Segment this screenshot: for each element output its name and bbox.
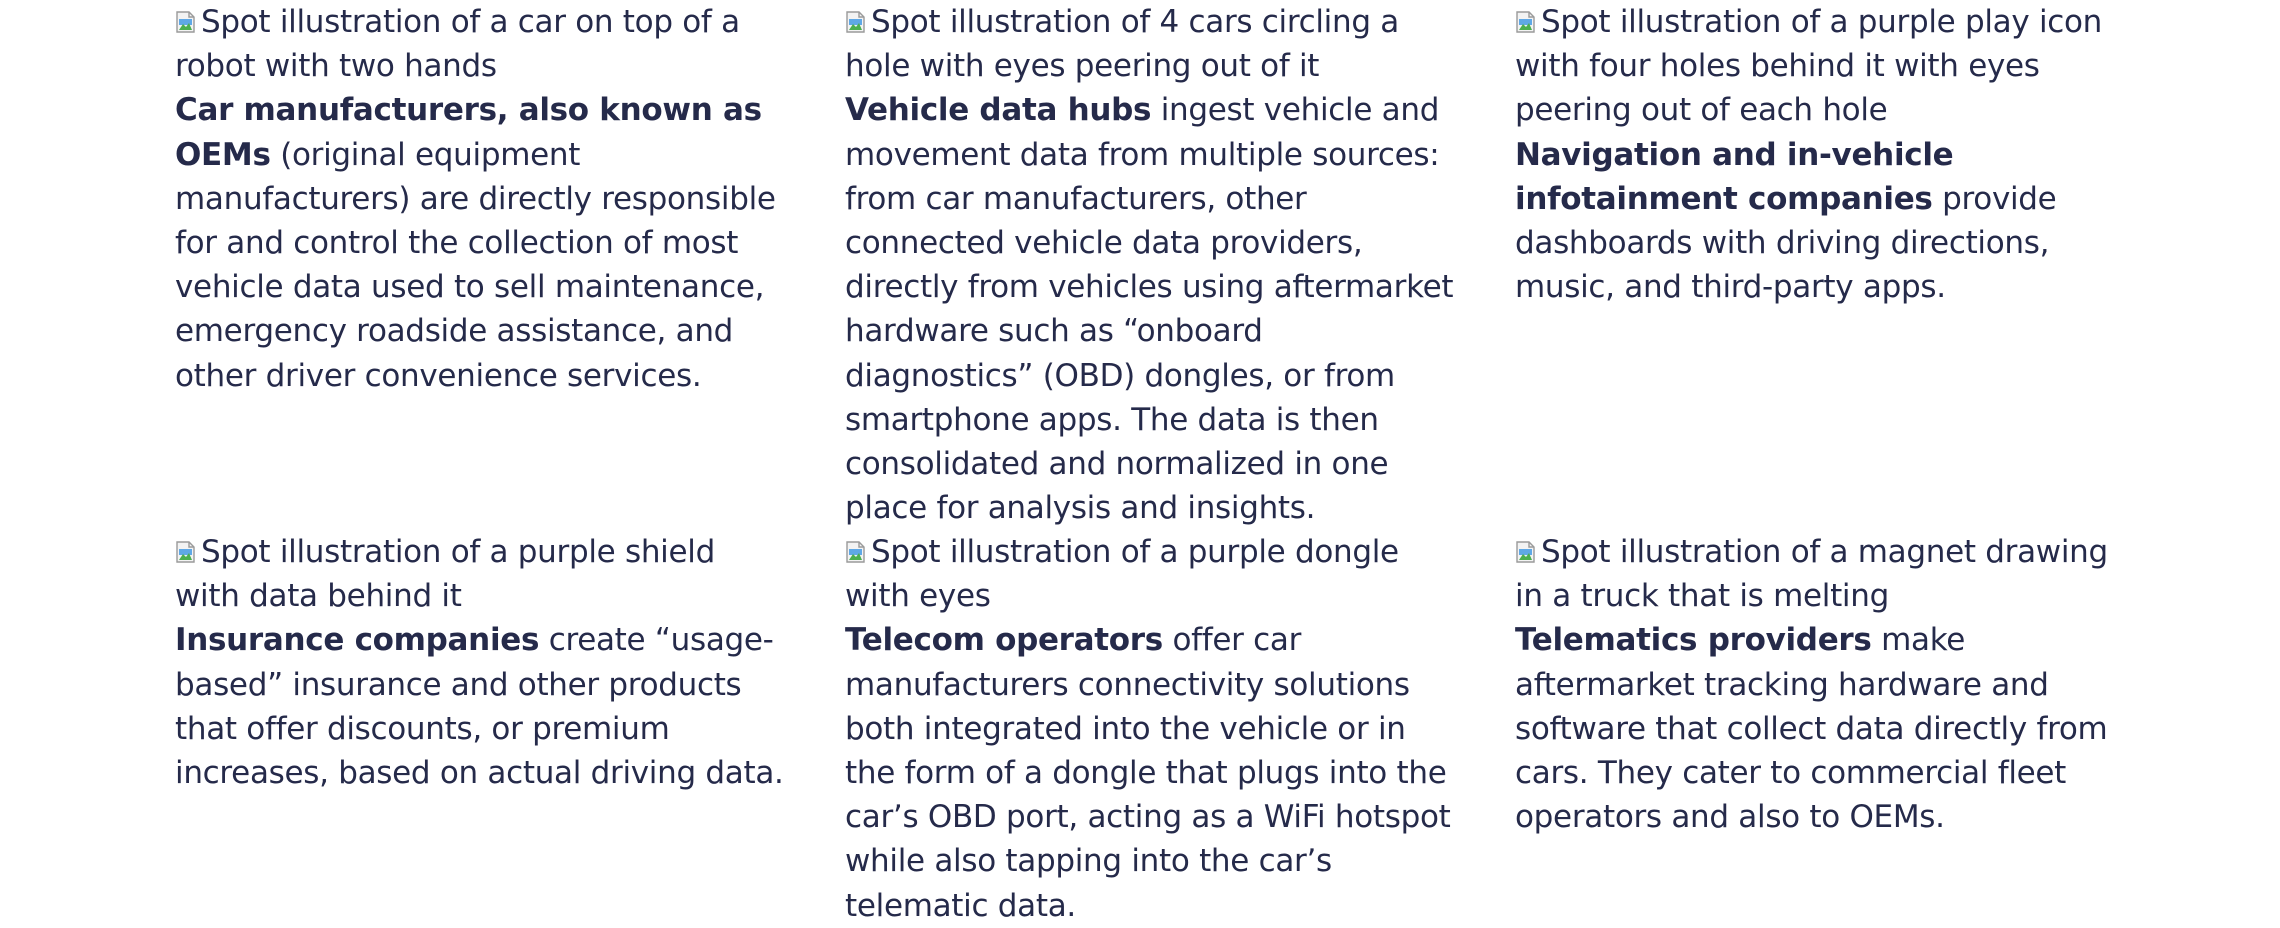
- card-navigation-infotainment: [1515, 0, 2125, 530]
- spot-illustration: [1515, 530, 2125, 618]
- card-description: [1515, 618, 2125, 839]
- image-alt-text: Spot illustration of 4 cars circling a hole with eyes peering out of it: [845, 4, 1399, 85]
- card-description: [1515, 133, 2125, 310]
- spot-illustration: [845, 530, 1455, 618]
- card-body: make aftermarket tracking hardware and software that collect data directly from cars. They cater to commercial fleet operators and also to OEMs.: [1515, 622, 2108, 836]
- card-body: (original equipment manufacturers) are directly responsible for and control the collection of most vehicle data used to sell maintenance, emergency roadside assistance, and other driver convenience services.: [175, 136, 776, 394]
- image-alt-text: Spot illustration of a purple play icon with four holes behind it with eyes peering out of each hole: [1515, 4, 2103, 129]
- image-alt-text: Spot illustration of a car on top of a robot with two hands: [175, 4, 740, 85]
- card-description: [845, 88, 1455, 530]
- card-description: [175, 88, 785, 397]
- card-body: create “usage-based” insurance and other products that offer discounts, or premium increases, based on actual driving data.: [175, 622, 784, 792]
- card-telematics-providers: [1515, 530, 2125, 924]
- card-vehicle-data-hubs: [845, 0, 1455, 530]
- card-telecom-operators: [845, 530, 1455, 924]
- card-description: [845, 618, 1455, 927]
- broken-image-icon: [845, 9, 867, 35]
- card-body: ingest vehicle and movement data from multiple sources: from car manufacturers, other connected vehicle data providers, directly from vehicles using aftermarket hardware such as “onboard diagnostics” (OBD) dongles, or from smartphone apps. The data is then consolidated and normalized in one place for analysis and insights.: [845, 92, 1454, 527]
- card-title: Telematics providers: [1515, 622, 1872, 659]
- card-body: provide dashboards with driving directions, music, and third-party apps.: [1515, 180, 2057, 306]
- image-alt-text: Spot illustration of a magnet drawing in a truck that is melting: [1515, 534, 2108, 615]
- card-title: Navigation and in-vehicle infotainment companies: [1515, 136, 1954, 217]
- image-alt-text: Spot illustration of a purple shield with data behind it: [175, 534, 715, 615]
- broken-image-icon: [175, 539, 197, 565]
- card-title: Car manufacturers, also known as OEMs: [175, 92, 762, 173]
- card-title: Vehicle data hubs: [845, 92, 1152, 129]
- card-body: offer car manufacturers connectivity solutions both integrated into the vehicle or in the form of a dongle that plugs into the car’s OBD port, acting as a WiFi hotspot while also tapping into the car’s telematic data.: [845, 622, 1451, 924]
- broken-image-icon: [1515, 9, 1537, 35]
- broken-image-icon: [845, 539, 867, 565]
- card-insurance-companies: [175, 530, 785, 924]
- spot-illustration: [1515, 0, 2125, 133]
- spot-illustration: [845, 0, 1455, 88]
- broken-image-icon: [1515, 539, 1537, 565]
- spot-illustration: [175, 530, 785, 618]
- card-title: Telecom operators: [845, 622, 1163, 659]
- card-car-manufacturers: [175, 0, 785, 530]
- image-alt-text: Spot illustration of a purple dongle with eyes: [845, 534, 1399, 615]
- broken-image-icon: [175, 9, 197, 35]
- provider-grid: [175, 0, 2115, 924]
- spot-illustration: [175, 0, 785, 88]
- card-description: [175, 618, 785, 795]
- card-title: Insurance companies: [175, 622, 540, 659]
